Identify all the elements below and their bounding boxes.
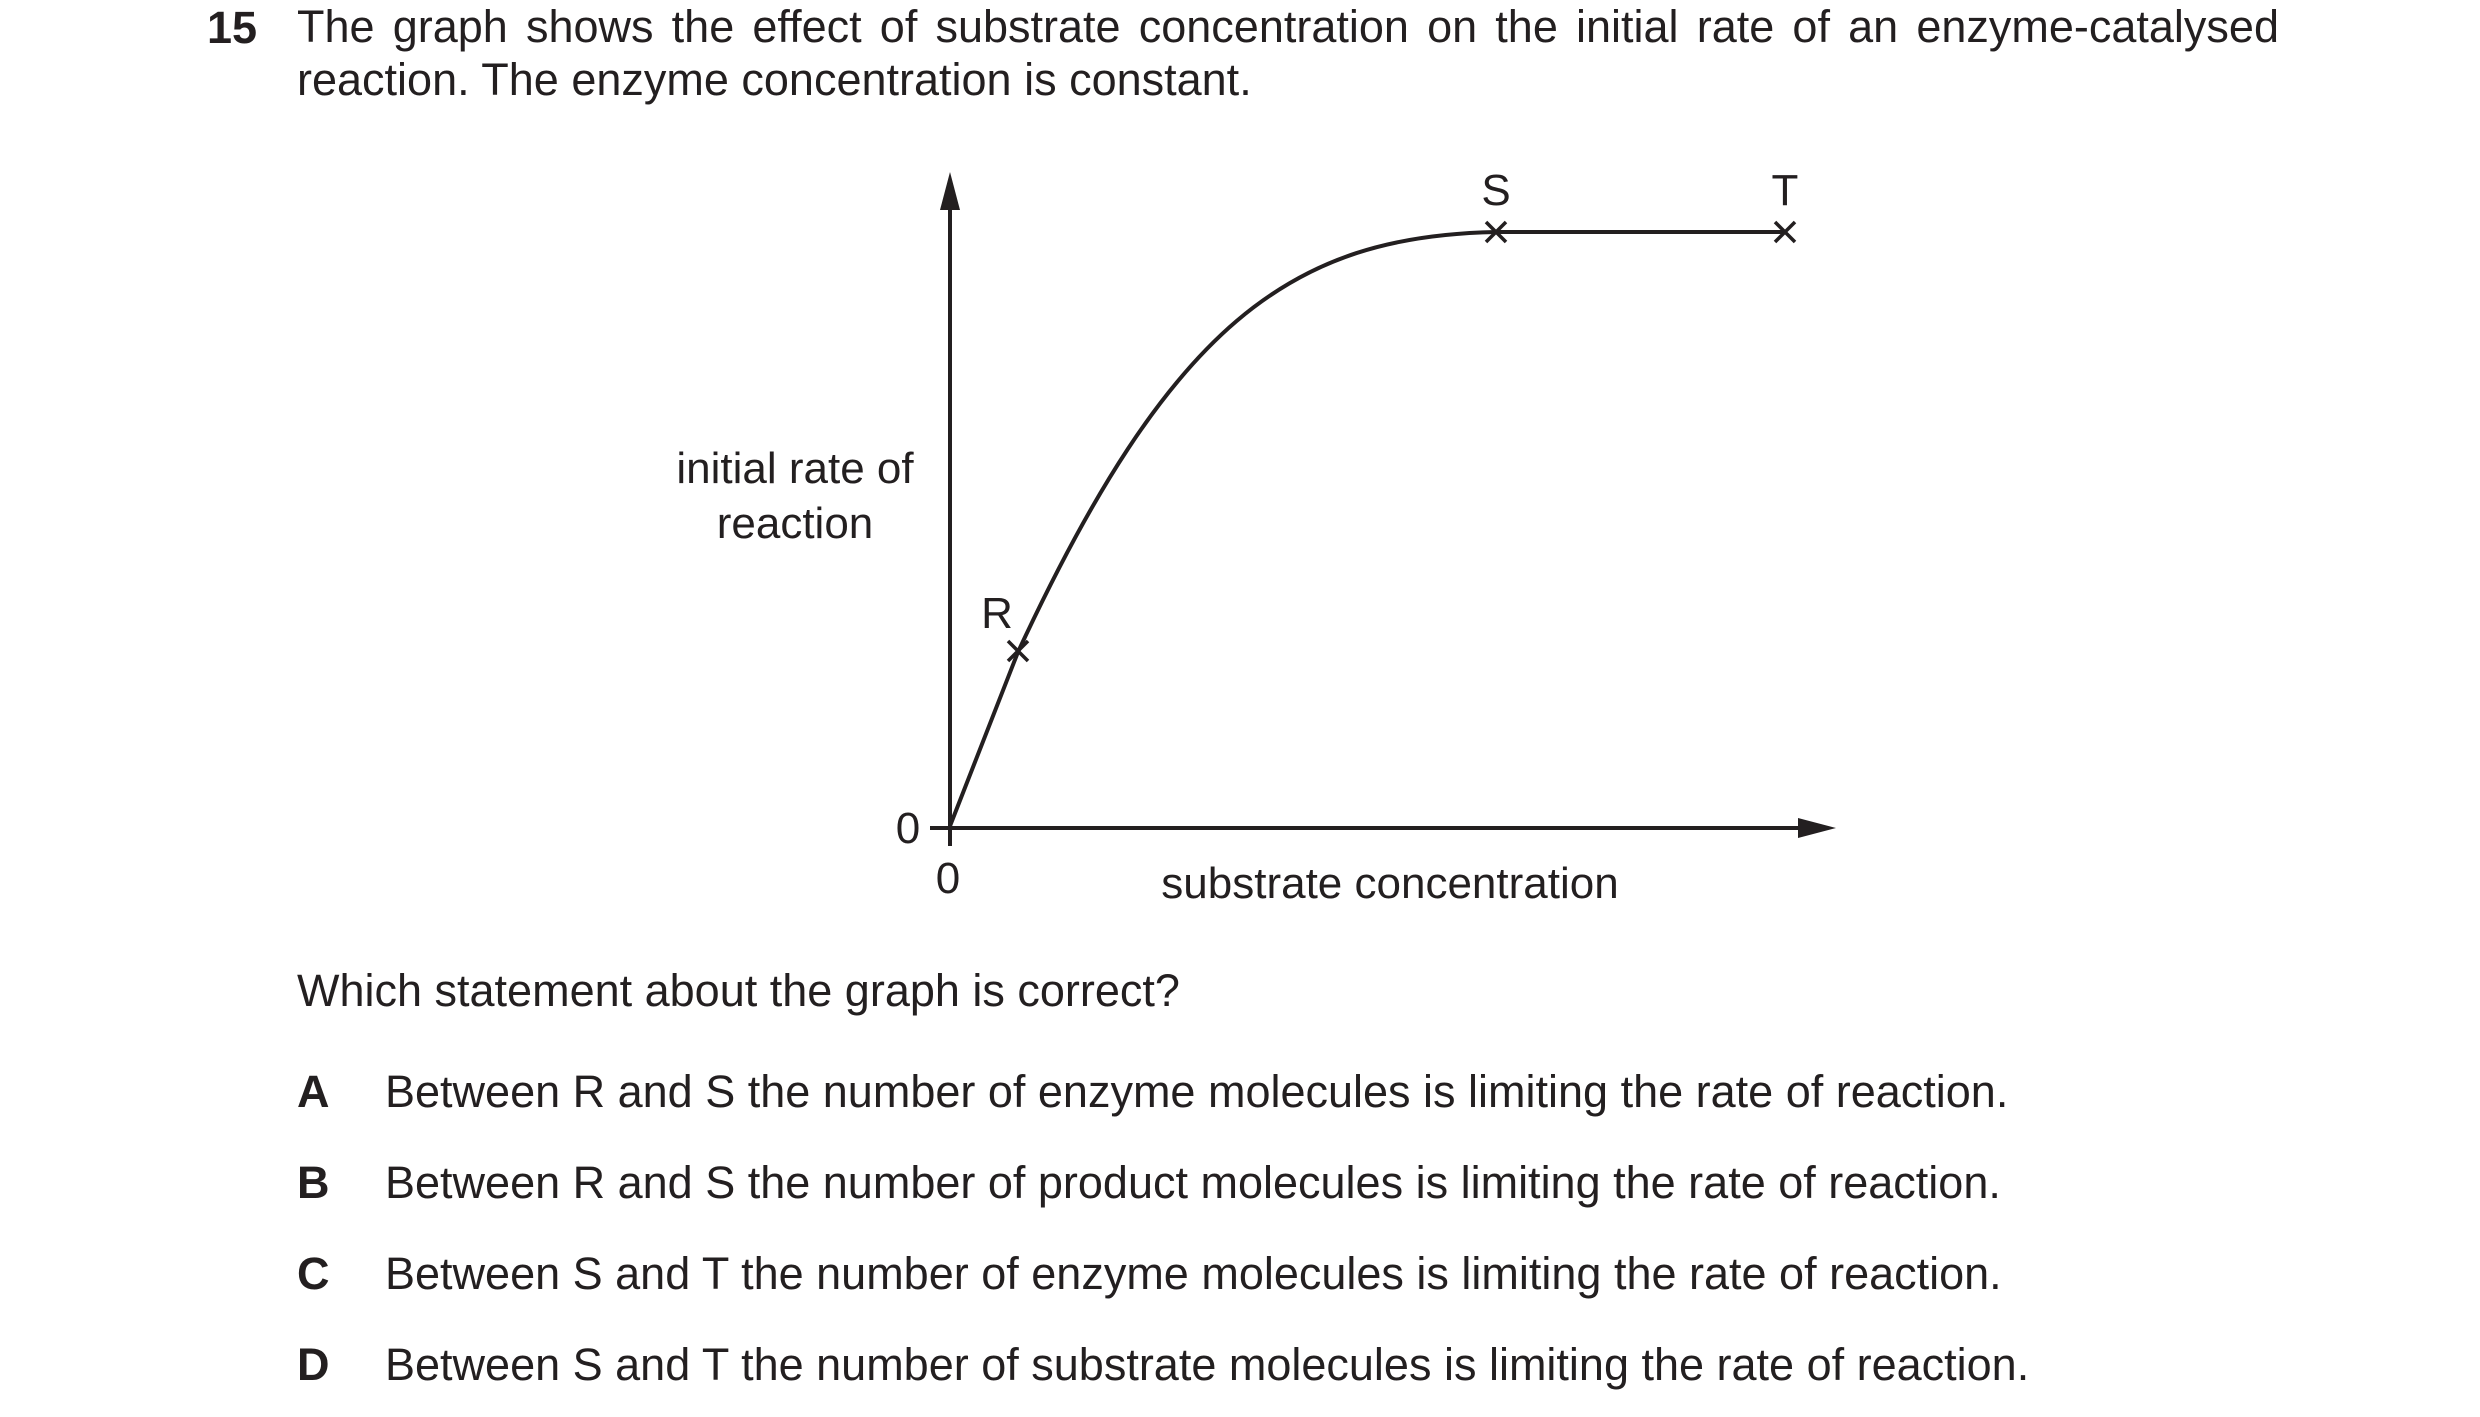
y-axis-label-line-1: initial rate of bbox=[676, 444, 914, 493]
stem-line-1: The graph shows the effect of substrate concentration on the initial rate of an enzyme-catalysed bbox=[297, 1, 2279, 52]
option-letter: B bbox=[297, 1157, 330, 1208]
question-number: 15 bbox=[207, 2, 258, 53]
point-s-label: S bbox=[1481, 166, 1511, 215]
option-text: Between S and T the number of enzyme molecules is limiting the rate of reaction. bbox=[385, 1248, 2002, 1299]
option-letter: C bbox=[297, 1248, 330, 1299]
y-axis-label-line-2: reaction bbox=[716, 499, 874, 548]
option-letter: D bbox=[297, 1339, 330, 1390]
option-text: Between S and T the number of substrate molecules is limiting the rate of reaction. bbox=[385, 1339, 2030, 1390]
question-prompt: Which statement about the graph is correct? bbox=[297, 965, 1180, 1016]
option-letter: A bbox=[297, 1066, 330, 1117]
y-origin-label: 0 bbox=[895, 804, 921, 853]
point-r-marker bbox=[1008, 641, 1028, 661]
stem-line-2: reaction. The enzyme concentration is constant. bbox=[297, 54, 1252, 105]
option-text: Between R and S the number of product molecules is limiting the rate of reaction. bbox=[385, 1157, 2001, 1208]
y-axis-arrowhead bbox=[940, 172, 960, 210]
x-axis-label: substrate concentration bbox=[1161, 859, 1619, 908]
point-r-label: R bbox=[981, 589, 1013, 638]
x-origin-label: 0 bbox=[935, 854, 961, 903]
rate-curve bbox=[950, 232, 1785, 826]
option-text: Between R and S the number of enzyme molecules is limiting the rate of reaction. bbox=[385, 1066, 2009, 1117]
point-t-label: T bbox=[1771, 166, 1799, 215]
x-axis-arrowhead bbox=[1798, 818, 1836, 838]
